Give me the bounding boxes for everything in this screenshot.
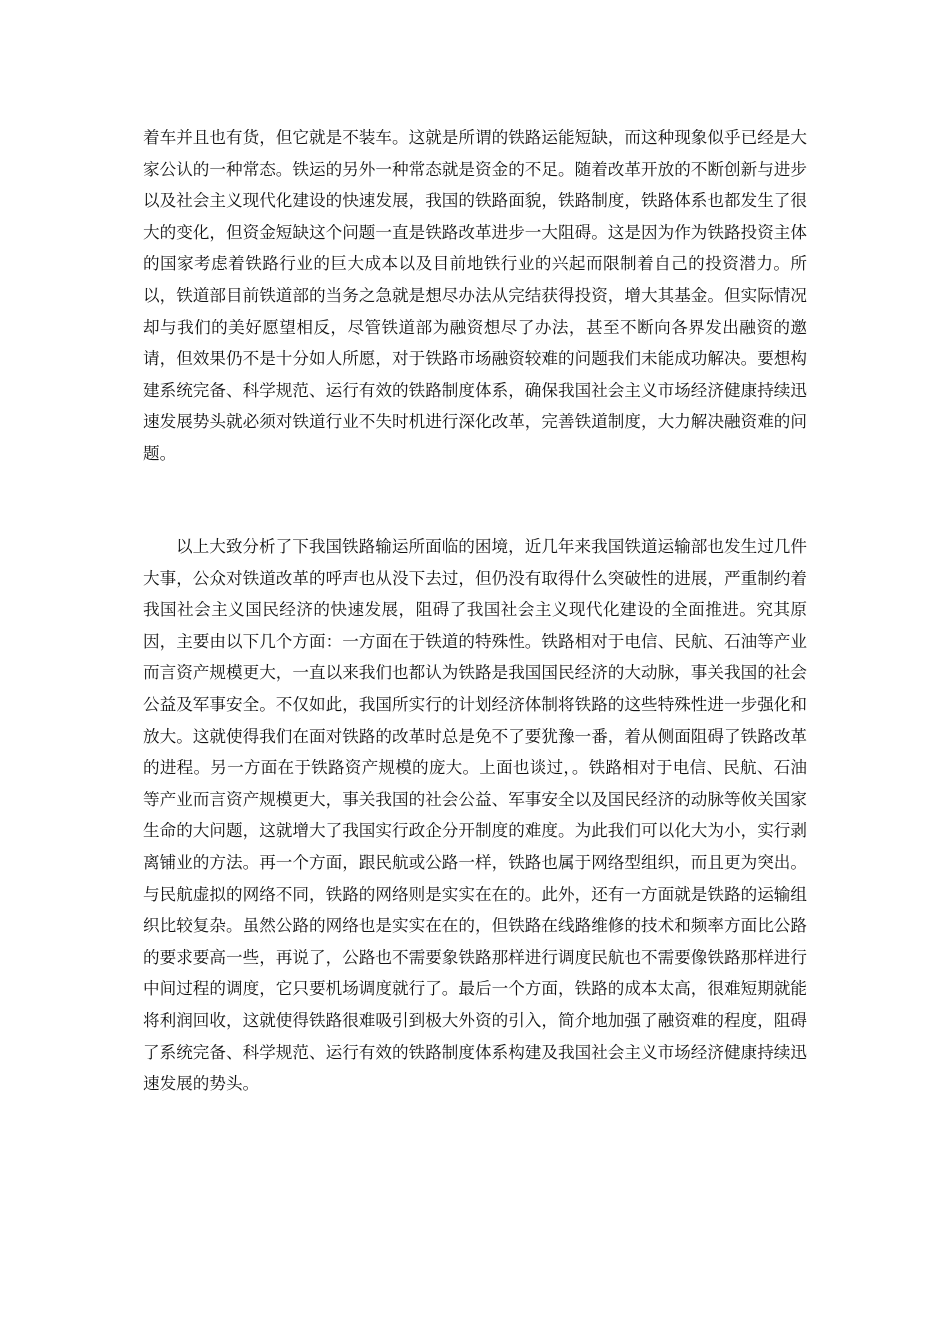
paragraph-2: 以上大致分析了下我国铁路输运所面临的困境，近几年来我国铁道运输部也发生过几件大事，公众对铁道改革的呼声也从没下去过，但仍没有取得什么突破性的进展，严重制约着我国社会主义国民经济的快速发展，阻碍了我国社会主义现代化建设的全面推进。究其原因，主要由以下几个方面：一方面在于铁道的特殊性。铁路相对于电信、民航、石油等产业而言资产规模更大，一直以来我们也都认为铁路是我国国民经济的大动脉，事关我国的社会公益及军事安全。不仅如此，我国所实行的计划经济体制将铁路的这些特殊性进一步强化和放大。这就使得我们在面对铁路的改革时总是免不了要犹豫一番，着从侧面阻碍了铁路改革的进程。另一方面在于铁路资产规模的庞大。上面也谈过，。铁路相对于电信、民航、石油等产业而言资产规模更大，事关我国的社会公益、军事安全以及国民经济的动脉等攸关国家生命的大问题，这就增大了我国实行政企分开制度的难度。为此我们可以化大为小，实行剥离铺业的方法。再一个方面，跟民航或公路一样，铁路也属于网络型组织，而且更为突出。与民航虚拟的网络不同，铁路的网络则是实实在在的。此外，还有一方面就是铁路的运输组织比较复杂。虽然公路的网络也是实实在在的，但铁路在线路维修的技术和频率方面比公路的要求要高一些，再说了，公路也不需要象铁路那样进行调度民航也不需要像铁路那样进行中间过程的调度，它只要机场调度就行了。最后一个方面，铁路的成本太高，很难短期就能将利润回收，这就使得铁路很难吸引到极大外资的引入，简介地加强了融资难的程度，阻碍了系统完备、科学规范、运行有效的铁路制度体系构建及我国社会主义市场经济健康持续迅速发展的势头。 xyxy=(143,537,807,1094)
paragraph-1: 着车并且也有货，但它就是不装车。这就是所谓的铁路运能短缺，而这种现象似乎已经是大家公认的一种常态。铁运的另外一种常态就是资金的不足。随着改革开放的不断创新与进步以及社会主义现代化建设的快速发展，我国的铁路面貌，铁路制度，铁路体系也都发生了很大的变化，但资金短缺这个问题一直是铁路改革进步一大阻碍。这是因为作为铁路投资主体的国家考虑着铁路行业的巨大成本以及目前地铁行业的兴起而限制着自己的投资潜力。所以，铁道部目前铁道部的当务之急就是想尽办法从完结获得投资，增大其基金。但实际情况却与我们的美好愿望相反，尽管铁道部为融资想尽了办法，甚至不断向各界发出融资的邀请，但效果仍不是十分如人所愿，对于铁路市场融资较难的问题我们未能成功解决。要想构建系统完备、科学规范、运行有效的铁路制度体系，确保我国社会主义市场经济健康持续迅速发展势头就必须对铁道行业不失时机进行深化改革，完善铁道制度，大力解决融资难的问题。 xyxy=(143,128,807,463)
